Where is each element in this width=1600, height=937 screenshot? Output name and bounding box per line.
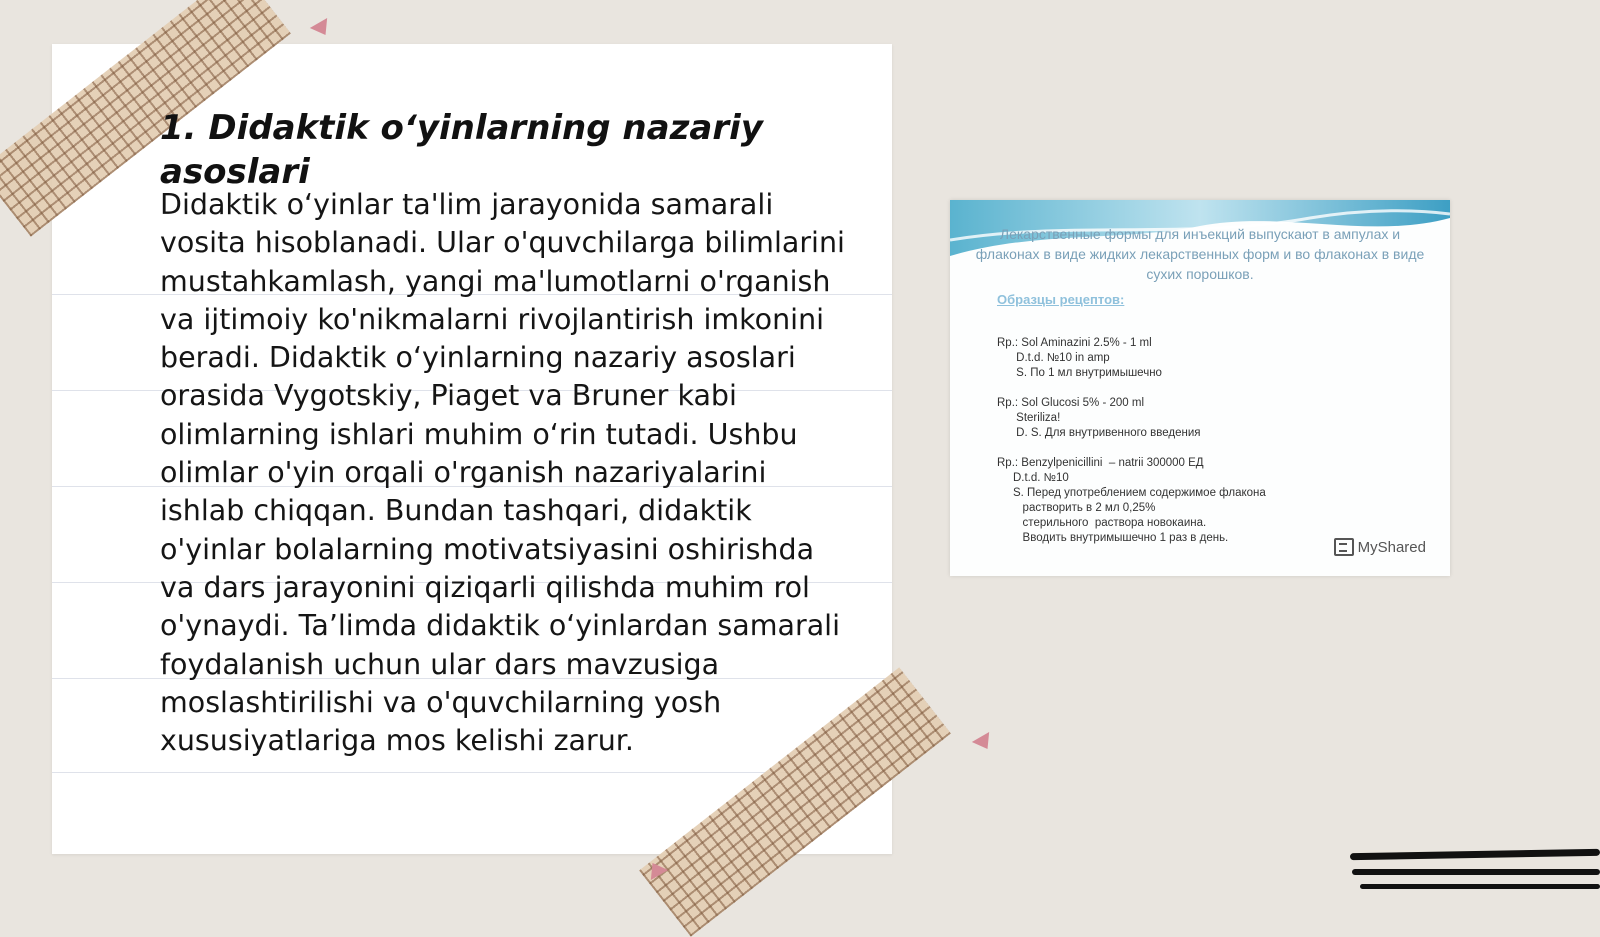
recipe-item: Rp.: Sol Glucosi 5% - 200 ml Steriliza! D. S. Для внутривенного введения (997, 397, 1201, 439)
watermark-label: MyShared (1357, 538, 1426, 556)
slide-body-text: Didaktik o‘yinlar ta'lim jarayonida samarali vosita hisoblanadi. Ular o'quvchilarga bilimlarini mustahkamlash, yangi ma'lumotlarni o'rganish va ijtimoiy ko'nikmalarni rivojlantirish imkonini beradi. Didaktik o‘yinlarning nazariy asoslari orasida Vygotskiy, Piaget va Bruner kabi olimlarning ishlari muhim o‘rin tutadi. Ushbu olimlar o'yin orqali o'rganish nazariyalarini ishlab chiqqan. Bundan tashqari, didaktik o'yinlar bolalarning motivatsiyasini oshirishda va dars jarayonini qiziqarli qilishda muhim rol o'ynaydi. Ta’limda didaktik o‘yinlardan samarali foydalanish uchun ular dars mavzusiga moslashtirilishi va o'quvchilarning yosh xususiyatlariga mos kelishi zarur. (160, 188, 845, 758)
recipe-item: Rp.: Benzylpenicillini – natrii 300000 ЕД D.t.d. №10 S. Перед употреблением содержимое флакона растворить в 2 мл 0,25% стерильного раствора новокаина. Вводить внутримышечно 1 раз в день. (997, 457, 1266, 544)
brush-stroke-decoration (1350, 849, 1600, 860)
embedded-heading: Лекарственные формы для инъекций выпускают в ампулах и флаконах в виде жидких лекарственных форм и во флаконах в виде сухих порошков. (975, 226, 1425, 282)
myshared-logo-icon (1334, 538, 1354, 556)
myshared-watermark (1334, 538, 1426, 556)
recipe-item: Rp.: Sol Aminazini 2.5% - 1 ml D.t.d. №10 in amp S. По 1 мл внутримышечно (997, 337, 1162, 379)
brush-stroke-decoration (1360, 884, 1600, 889)
tape-pin-icon (972, 732, 996, 754)
brush-stroke-decoration (1352, 869, 1600, 875)
recipes-link: Образцы рецептов: (997, 292, 1125, 307)
tape-pin-icon (310, 18, 334, 40)
slide-title: 1. Didaktik o‘yinlarning nazariy asoslari (160, 108, 763, 192)
embedded-prescription-image (950, 200, 1450, 576)
